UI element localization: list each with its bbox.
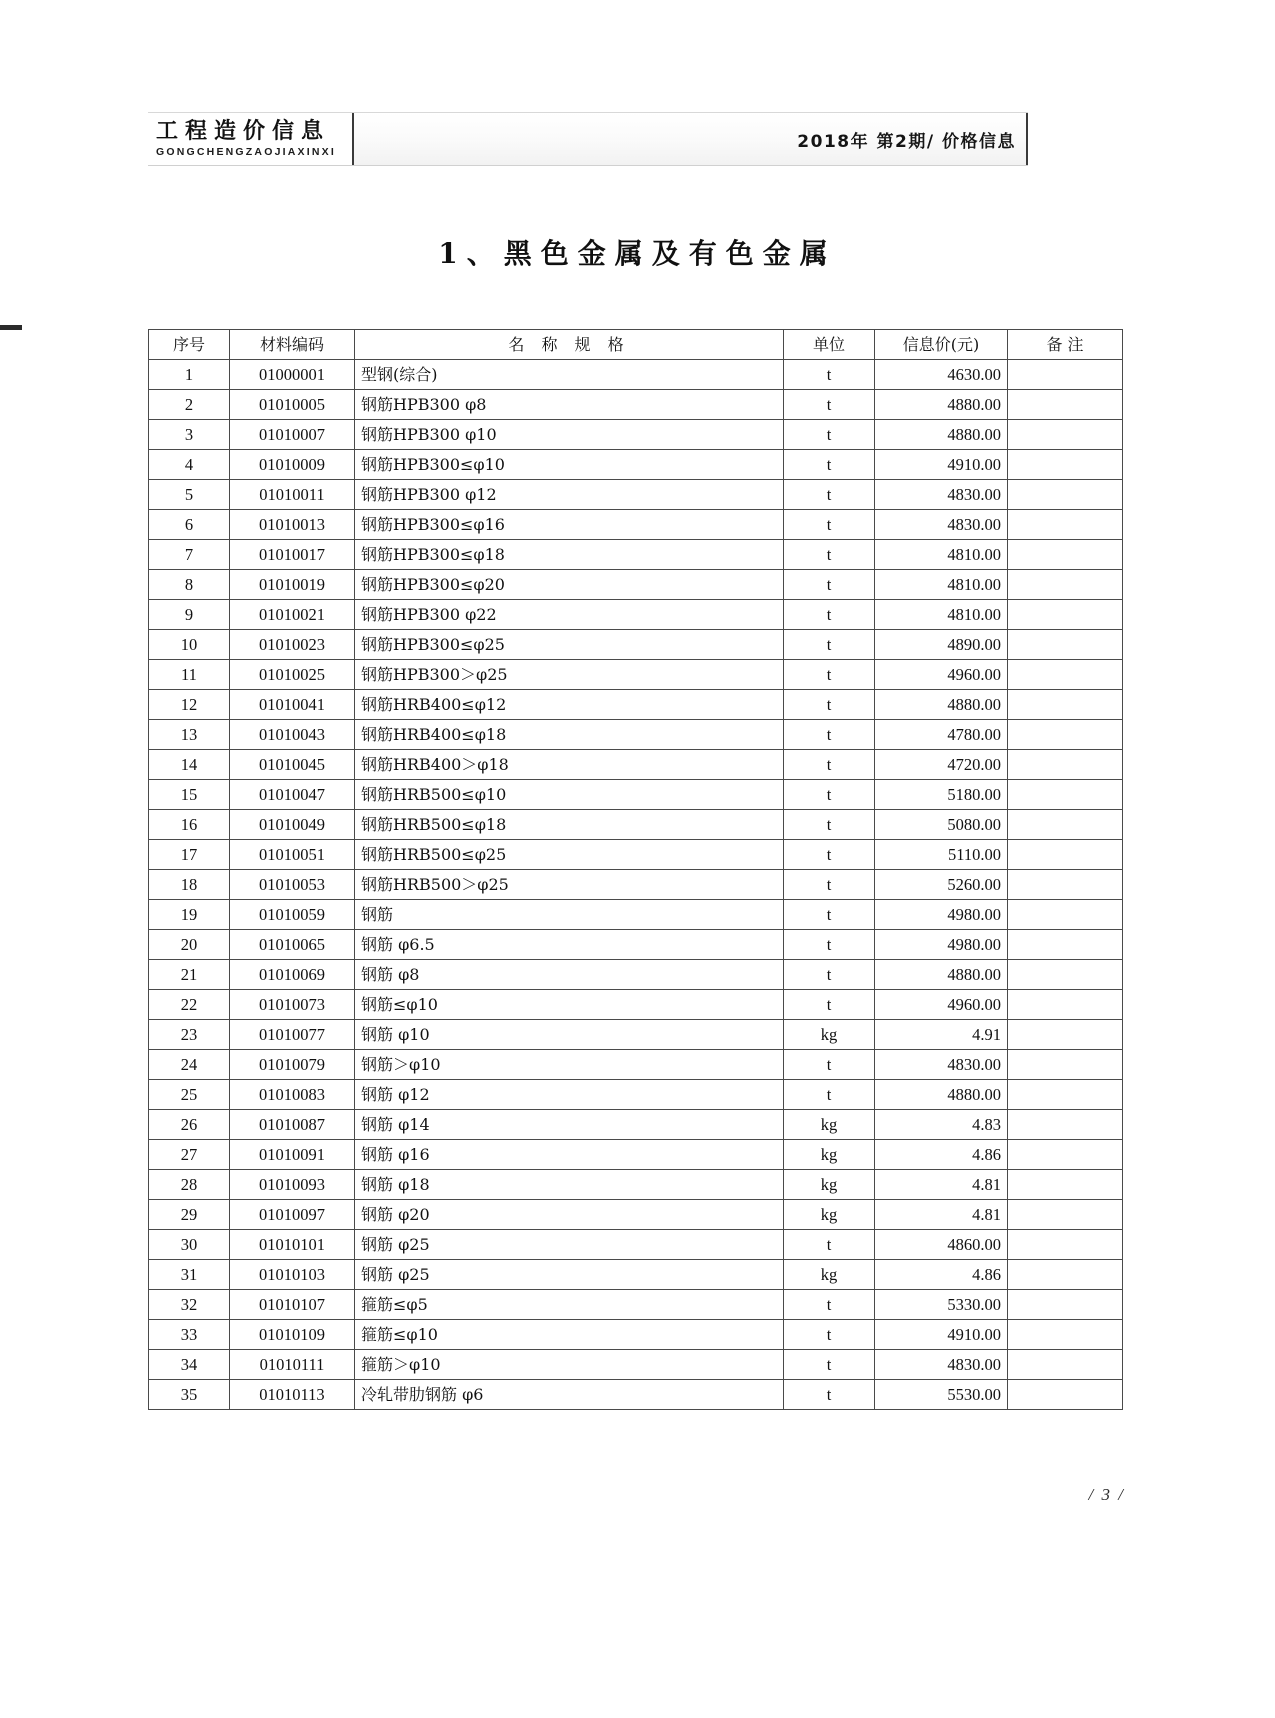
cell-note bbox=[1008, 1020, 1123, 1050]
cell-unit: t bbox=[784, 630, 875, 660]
cell-note bbox=[1008, 360, 1123, 390]
cell-index: 18 bbox=[149, 870, 230, 900]
cell-unit: t bbox=[784, 1230, 875, 1260]
cell-name: 钢筋 φ6.5 bbox=[355, 930, 784, 960]
cell-price: 4880.00 bbox=[875, 1080, 1008, 1110]
cell-name: 箍筋＞φ10 bbox=[355, 1350, 784, 1380]
cell-name: 钢筋 φ25 bbox=[355, 1260, 784, 1290]
cell-price: 5080.00 bbox=[875, 810, 1008, 840]
cell-price: 4910.00 bbox=[875, 450, 1008, 480]
cell-name: 钢筋HRB400≤φ12 bbox=[355, 690, 784, 720]
table-row bbox=[149, 810, 1123, 840]
cell-note bbox=[1008, 1290, 1123, 1320]
cell-unit: t bbox=[784, 1350, 875, 1380]
cell-index: 9 bbox=[149, 600, 230, 630]
cell-index: 30 bbox=[149, 1230, 230, 1260]
cell-unit: t bbox=[784, 990, 875, 1020]
cell-code: 01010093 bbox=[230, 1170, 355, 1200]
cell-price: 4830.00 bbox=[875, 1350, 1008, 1380]
cell-unit: t bbox=[784, 900, 875, 930]
column-header-index: 序号 bbox=[149, 330, 230, 360]
cell-name: 钢筋 φ18 bbox=[355, 1170, 784, 1200]
cell-unit: t bbox=[784, 660, 875, 690]
cell-code: 01010013 bbox=[230, 510, 355, 540]
table-header-row bbox=[149, 330, 1123, 360]
cell-unit: t bbox=[784, 570, 875, 600]
cell-price: 5330.00 bbox=[875, 1290, 1008, 1320]
cell-unit: t bbox=[784, 810, 875, 840]
cell-unit: kg bbox=[784, 1170, 875, 1200]
cell-unit: t bbox=[784, 780, 875, 810]
table-row bbox=[149, 1350, 1123, 1380]
page-number: / 3 / bbox=[1088, 1485, 1125, 1504]
cell-code: 01010087 bbox=[230, 1110, 355, 1140]
column-header-unit: 单位 bbox=[784, 330, 875, 360]
cell-note bbox=[1008, 720, 1123, 750]
cell-note bbox=[1008, 540, 1123, 570]
cell-index: 14 bbox=[149, 750, 230, 780]
cell-index: 10 bbox=[149, 630, 230, 660]
table-row bbox=[149, 780, 1123, 810]
cell-price: 4830.00 bbox=[875, 1050, 1008, 1080]
cell-name: 钢筋HRB500≤φ10 bbox=[355, 780, 784, 810]
cell-note bbox=[1008, 930, 1123, 960]
cell-note bbox=[1008, 390, 1123, 420]
cell-note bbox=[1008, 870, 1123, 900]
cell-code: 01010065 bbox=[230, 930, 355, 960]
publication-brand bbox=[148, 113, 354, 165]
cell-note bbox=[1008, 600, 1123, 630]
cell-code: 01010053 bbox=[230, 870, 355, 900]
cell-name: 钢筋 φ8 bbox=[355, 960, 784, 990]
cell-code: 01010025 bbox=[230, 660, 355, 690]
cell-price: 5110.00 bbox=[875, 840, 1008, 870]
cell-index: 20 bbox=[149, 930, 230, 960]
cell-note bbox=[1008, 810, 1123, 840]
cell-code: 01010091 bbox=[230, 1140, 355, 1170]
table-row bbox=[149, 900, 1123, 930]
table-row bbox=[149, 540, 1123, 570]
cell-index: 33 bbox=[149, 1320, 230, 1350]
cell-note bbox=[1008, 1140, 1123, 1170]
cell-note bbox=[1008, 780, 1123, 810]
cell-name: 箍筋≤φ5 bbox=[355, 1290, 784, 1320]
cell-code: 01000001 bbox=[230, 360, 355, 390]
cell-note bbox=[1008, 480, 1123, 510]
cell-name: 钢筋HPB300≤φ18 bbox=[355, 540, 784, 570]
table-row bbox=[149, 570, 1123, 600]
table-row bbox=[149, 960, 1123, 990]
cell-price: 4830.00 bbox=[875, 510, 1008, 540]
cell-unit: t bbox=[784, 960, 875, 990]
cell-note bbox=[1008, 1260, 1123, 1290]
cell-price: 4.81 bbox=[875, 1200, 1008, 1230]
column-header-price: 信息价(元) bbox=[875, 330, 1008, 360]
cell-price: 5180.00 bbox=[875, 780, 1008, 810]
cell-code: 01010097 bbox=[230, 1200, 355, 1230]
cell-name: 钢筋≤φ10 bbox=[355, 990, 784, 1020]
cell-unit: t bbox=[784, 540, 875, 570]
table-row bbox=[149, 480, 1123, 510]
cell-code: 01010019 bbox=[230, 570, 355, 600]
cell-code: 01010011 bbox=[230, 480, 355, 510]
table-row bbox=[149, 1020, 1123, 1050]
cell-name: 钢筋HRB500≤φ18 bbox=[355, 810, 784, 840]
cell-note bbox=[1008, 1080, 1123, 1110]
cell-price: 4880.00 bbox=[875, 420, 1008, 450]
cell-price: 4910.00 bbox=[875, 1320, 1008, 1350]
cell-price: 4780.00 bbox=[875, 720, 1008, 750]
cell-unit: t bbox=[784, 1320, 875, 1350]
table-row bbox=[149, 1050, 1123, 1080]
table-row bbox=[149, 1080, 1123, 1110]
cell-unit: kg bbox=[784, 1110, 875, 1140]
masthead-spacer bbox=[354, 113, 797, 165]
table-row bbox=[149, 690, 1123, 720]
cell-index: 3 bbox=[149, 420, 230, 450]
table-row bbox=[149, 510, 1123, 540]
table-row bbox=[149, 1110, 1123, 1140]
table-row bbox=[149, 420, 1123, 450]
cell-note bbox=[1008, 510, 1123, 540]
section-title: 1、黑色金属及有色金属 bbox=[438, 237, 837, 270]
cell-code: 01010051 bbox=[230, 840, 355, 870]
cell-unit: t bbox=[784, 510, 875, 540]
cell-note bbox=[1008, 570, 1123, 600]
cell-name: 钢筋HRB400＞φ18 bbox=[355, 750, 784, 780]
cell-code: 01010005 bbox=[230, 390, 355, 420]
cell-price: 4880.00 bbox=[875, 690, 1008, 720]
cell-note bbox=[1008, 1230, 1123, 1260]
issue-label: 2018年 第2期/ 价格信息 bbox=[797, 113, 1028, 165]
cell-unit: t bbox=[784, 690, 875, 720]
cell-code: 01010045 bbox=[230, 750, 355, 780]
table-row bbox=[149, 840, 1123, 870]
brand-title-cn: 工程造价信息 bbox=[156, 118, 331, 144]
cell-name: 冷轧带肋钢筋 φ6 bbox=[355, 1380, 784, 1410]
cell-index: 2 bbox=[149, 390, 230, 420]
cell-name: 钢筋HRB400≤φ18 bbox=[355, 720, 784, 750]
table-row bbox=[149, 1230, 1123, 1260]
price-table-container bbox=[148, 329, 1084, 1410]
cell-name: 钢筋 φ14 bbox=[355, 1110, 784, 1140]
cell-index: 21 bbox=[149, 960, 230, 990]
brand-title-pinyin: GONGCHENGZAOJIAXINXI bbox=[156, 146, 336, 159]
cell-code: 01010101 bbox=[230, 1230, 355, 1260]
cell-note bbox=[1008, 840, 1123, 870]
table-row bbox=[149, 660, 1123, 690]
cell-index: 29 bbox=[149, 1200, 230, 1230]
cell-unit: t bbox=[784, 1290, 875, 1320]
price-table bbox=[148, 329, 1123, 1410]
table-row bbox=[149, 1290, 1123, 1320]
cell-name: 钢筋HRB500＞φ25 bbox=[355, 870, 784, 900]
cell-note bbox=[1008, 990, 1123, 1020]
cell-name: 钢筋HPB300 φ22 bbox=[355, 600, 784, 630]
cell-price: 4960.00 bbox=[875, 990, 1008, 1020]
cell-name: 钢筋 φ10 bbox=[355, 1020, 784, 1050]
cell-name: 钢筋HPB300≤φ10 bbox=[355, 450, 784, 480]
cell-name: 钢筋HPB300≤φ25 bbox=[355, 630, 784, 660]
cell-index: 28 bbox=[149, 1170, 230, 1200]
cell-index: 1 bbox=[149, 360, 230, 390]
cell-name: 钢筋 φ20 bbox=[355, 1200, 784, 1230]
cell-note bbox=[1008, 450, 1123, 480]
cell-price: 4880.00 bbox=[875, 390, 1008, 420]
cell-index: 34 bbox=[149, 1350, 230, 1380]
cell-name: 钢筋HPB300 φ8 bbox=[355, 390, 784, 420]
cell-name: 箍筋≤φ10 bbox=[355, 1320, 784, 1350]
cell-code: 01010047 bbox=[230, 780, 355, 810]
cell-code: 01010023 bbox=[230, 630, 355, 660]
cell-index: 4 bbox=[149, 450, 230, 480]
cell-unit: t bbox=[784, 750, 875, 780]
cell-price: 4860.00 bbox=[875, 1230, 1008, 1260]
cell-unit: kg bbox=[784, 1020, 875, 1050]
cell-note bbox=[1008, 960, 1123, 990]
table-row bbox=[149, 720, 1123, 750]
cell-note bbox=[1008, 1110, 1123, 1140]
cell-index: 7 bbox=[149, 540, 230, 570]
cell-code: 01010077 bbox=[230, 1020, 355, 1050]
table-row bbox=[149, 750, 1123, 780]
cell-code: 01010007 bbox=[230, 420, 355, 450]
cell-note bbox=[1008, 420, 1123, 450]
cell-price: 4890.00 bbox=[875, 630, 1008, 660]
cell-index: 8 bbox=[149, 570, 230, 600]
cell-index: 19 bbox=[149, 900, 230, 930]
cell-unit: t bbox=[784, 1380, 875, 1410]
cell-price: 5530.00 bbox=[875, 1380, 1008, 1410]
cell-index: 35 bbox=[149, 1380, 230, 1410]
cell-price: 4880.00 bbox=[875, 960, 1008, 990]
cell-unit: t bbox=[784, 390, 875, 420]
cell-note bbox=[1008, 690, 1123, 720]
table-row bbox=[149, 360, 1123, 390]
table-row bbox=[149, 1170, 1123, 1200]
cell-price: 4.86 bbox=[875, 1140, 1008, 1170]
cell-code: 01010009 bbox=[230, 450, 355, 480]
table-row bbox=[149, 450, 1123, 480]
cell-index: 23 bbox=[149, 1020, 230, 1050]
cell-code: 01010073 bbox=[230, 990, 355, 1020]
cell-note bbox=[1008, 750, 1123, 780]
cell-index: 26 bbox=[149, 1110, 230, 1140]
price-table-body bbox=[149, 360, 1123, 1410]
cell-index: 11 bbox=[149, 660, 230, 690]
cell-unit: t bbox=[784, 450, 875, 480]
cell-index: 6 bbox=[149, 510, 230, 540]
masthead bbox=[148, 112, 1028, 166]
cell-code: 01010083 bbox=[230, 1080, 355, 1110]
cell-code: 01010079 bbox=[230, 1050, 355, 1080]
cell-index: 25 bbox=[149, 1080, 230, 1110]
cell-name: 钢筋 bbox=[355, 900, 784, 930]
cell-name: 钢筋HPB300≤φ20 bbox=[355, 570, 784, 600]
table-row bbox=[149, 1200, 1123, 1230]
cell-name: 钢筋 φ25 bbox=[355, 1230, 784, 1260]
table-row bbox=[149, 390, 1123, 420]
cell-unit: kg bbox=[784, 1200, 875, 1230]
cell-price: 4810.00 bbox=[875, 570, 1008, 600]
cell-unit: t bbox=[784, 930, 875, 960]
cell-note bbox=[1008, 1200, 1123, 1230]
table-row bbox=[149, 600, 1123, 630]
cell-price: 4.81 bbox=[875, 1170, 1008, 1200]
cell-index: 13 bbox=[149, 720, 230, 750]
cell-code: 01010017 bbox=[230, 540, 355, 570]
cell-name: 钢筋HPB300 φ10 bbox=[355, 420, 784, 450]
cell-unit: t bbox=[784, 600, 875, 630]
cell-index: 17 bbox=[149, 840, 230, 870]
cell-price: 4.86 bbox=[875, 1260, 1008, 1290]
cell-price: 4810.00 bbox=[875, 540, 1008, 570]
cell-code: 01010113 bbox=[230, 1380, 355, 1410]
cell-unit: t bbox=[784, 870, 875, 900]
table-row bbox=[149, 870, 1123, 900]
cell-note bbox=[1008, 660, 1123, 690]
cell-price: 4630.00 bbox=[875, 360, 1008, 390]
column-header-note: 备 注 bbox=[1008, 330, 1123, 360]
cell-index: 32 bbox=[149, 1290, 230, 1320]
cell-price: 4720.00 bbox=[875, 750, 1008, 780]
cell-name: 钢筋HPB300＞φ25 bbox=[355, 660, 784, 690]
table-row bbox=[149, 930, 1123, 960]
cell-price: 4960.00 bbox=[875, 660, 1008, 690]
cell-code: 01010059 bbox=[230, 900, 355, 930]
cell-unit: t bbox=[784, 1050, 875, 1080]
cell-index: 15 bbox=[149, 780, 230, 810]
cell-price: 5260.00 bbox=[875, 870, 1008, 900]
cell-note bbox=[1008, 1350, 1123, 1380]
cell-code: 01010049 bbox=[230, 810, 355, 840]
cell-name: 钢筋HPB300 φ12 bbox=[355, 480, 784, 510]
cell-unit: kg bbox=[784, 1260, 875, 1290]
cell-index: 12 bbox=[149, 690, 230, 720]
cell-code: 01010109 bbox=[230, 1320, 355, 1350]
cell-unit: t bbox=[784, 480, 875, 510]
cell-price: 4.83 bbox=[875, 1110, 1008, 1140]
cell-note bbox=[1008, 1170, 1123, 1200]
cell-name: 型钢(综合) bbox=[355, 360, 784, 390]
cell-code: 01010043 bbox=[230, 720, 355, 750]
cell-note bbox=[1008, 1050, 1123, 1080]
cell-code: 01010041 bbox=[230, 690, 355, 720]
cell-unit: t bbox=[784, 1080, 875, 1110]
cell-name: 钢筋＞φ10 bbox=[355, 1050, 784, 1080]
cell-index: 22 bbox=[149, 990, 230, 1020]
cell-unit: kg bbox=[784, 1140, 875, 1170]
cell-name: 钢筋HPB300≤φ16 bbox=[355, 510, 784, 540]
table-row bbox=[149, 1320, 1123, 1350]
table-row bbox=[149, 1140, 1123, 1170]
cell-code: 01010103 bbox=[230, 1260, 355, 1290]
cell-price: 4980.00 bbox=[875, 900, 1008, 930]
cell-unit: t bbox=[784, 360, 875, 390]
cell-code: 01010111 bbox=[230, 1350, 355, 1380]
cell-index: 16 bbox=[149, 810, 230, 840]
cell-name: 钢筋 φ12 bbox=[355, 1080, 784, 1110]
cell-code: 01010107 bbox=[230, 1290, 355, 1320]
cell-unit: t bbox=[784, 420, 875, 450]
cell-price: 4830.00 bbox=[875, 480, 1008, 510]
cell-index: 24 bbox=[149, 1050, 230, 1080]
cell-index: 5 bbox=[149, 480, 230, 510]
cell-index: 27 bbox=[149, 1140, 230, 1170]
cell-note bbox=[1008, 1320, 1123, 1350]
table-row bbox=[149, 630, 1123, 660]
cell-unit: t bbox=[784, 840, 875, 870]
page-edge-mark bbox=[0, 325, 22, 330]
cell-note bbox=[1008, 1380, 1123, 1410]
cell-unit: t bbox=[784, 720, 875, 750]
cell-note bbox=[1008, 630, 1123, 660]
cell-note bbox=[1008, 900, 1123, 930]
cell-price: 4980.00 bbox=[875, 930, 1008, 960]
table-row bbox=[149, 1260, 1123, 1290]
table-row bbox=[149, 1380, 1123, 1410]
cell-index: 31 bbox=[149, 1260, 230, 1290]
cell-price: 4.91 bbox=[875, 1020, 1008, 1050]
cell-price: 4810.00 bbox=[875, 600, 1008, 630]
table-row bbox=[149, 990, 1123, 1020]
cell-name: 钢筋 φ16 bbox=[355, 1140, 784, 1170]
column-header-name: 名 称 规 格 bbox=[355, 330, 784, 360]
cell-code: 01010069 bbox=[230, 960, 355, 990]
column-header-code: 材料编码 bbox=[230, 330, 355, 360]
cell-code: 01010021 bbox=[230, 600, 355, 630]
cell-name: 钢筋HRB500≤φ25 bbox=[355, 840, 784, 870]
